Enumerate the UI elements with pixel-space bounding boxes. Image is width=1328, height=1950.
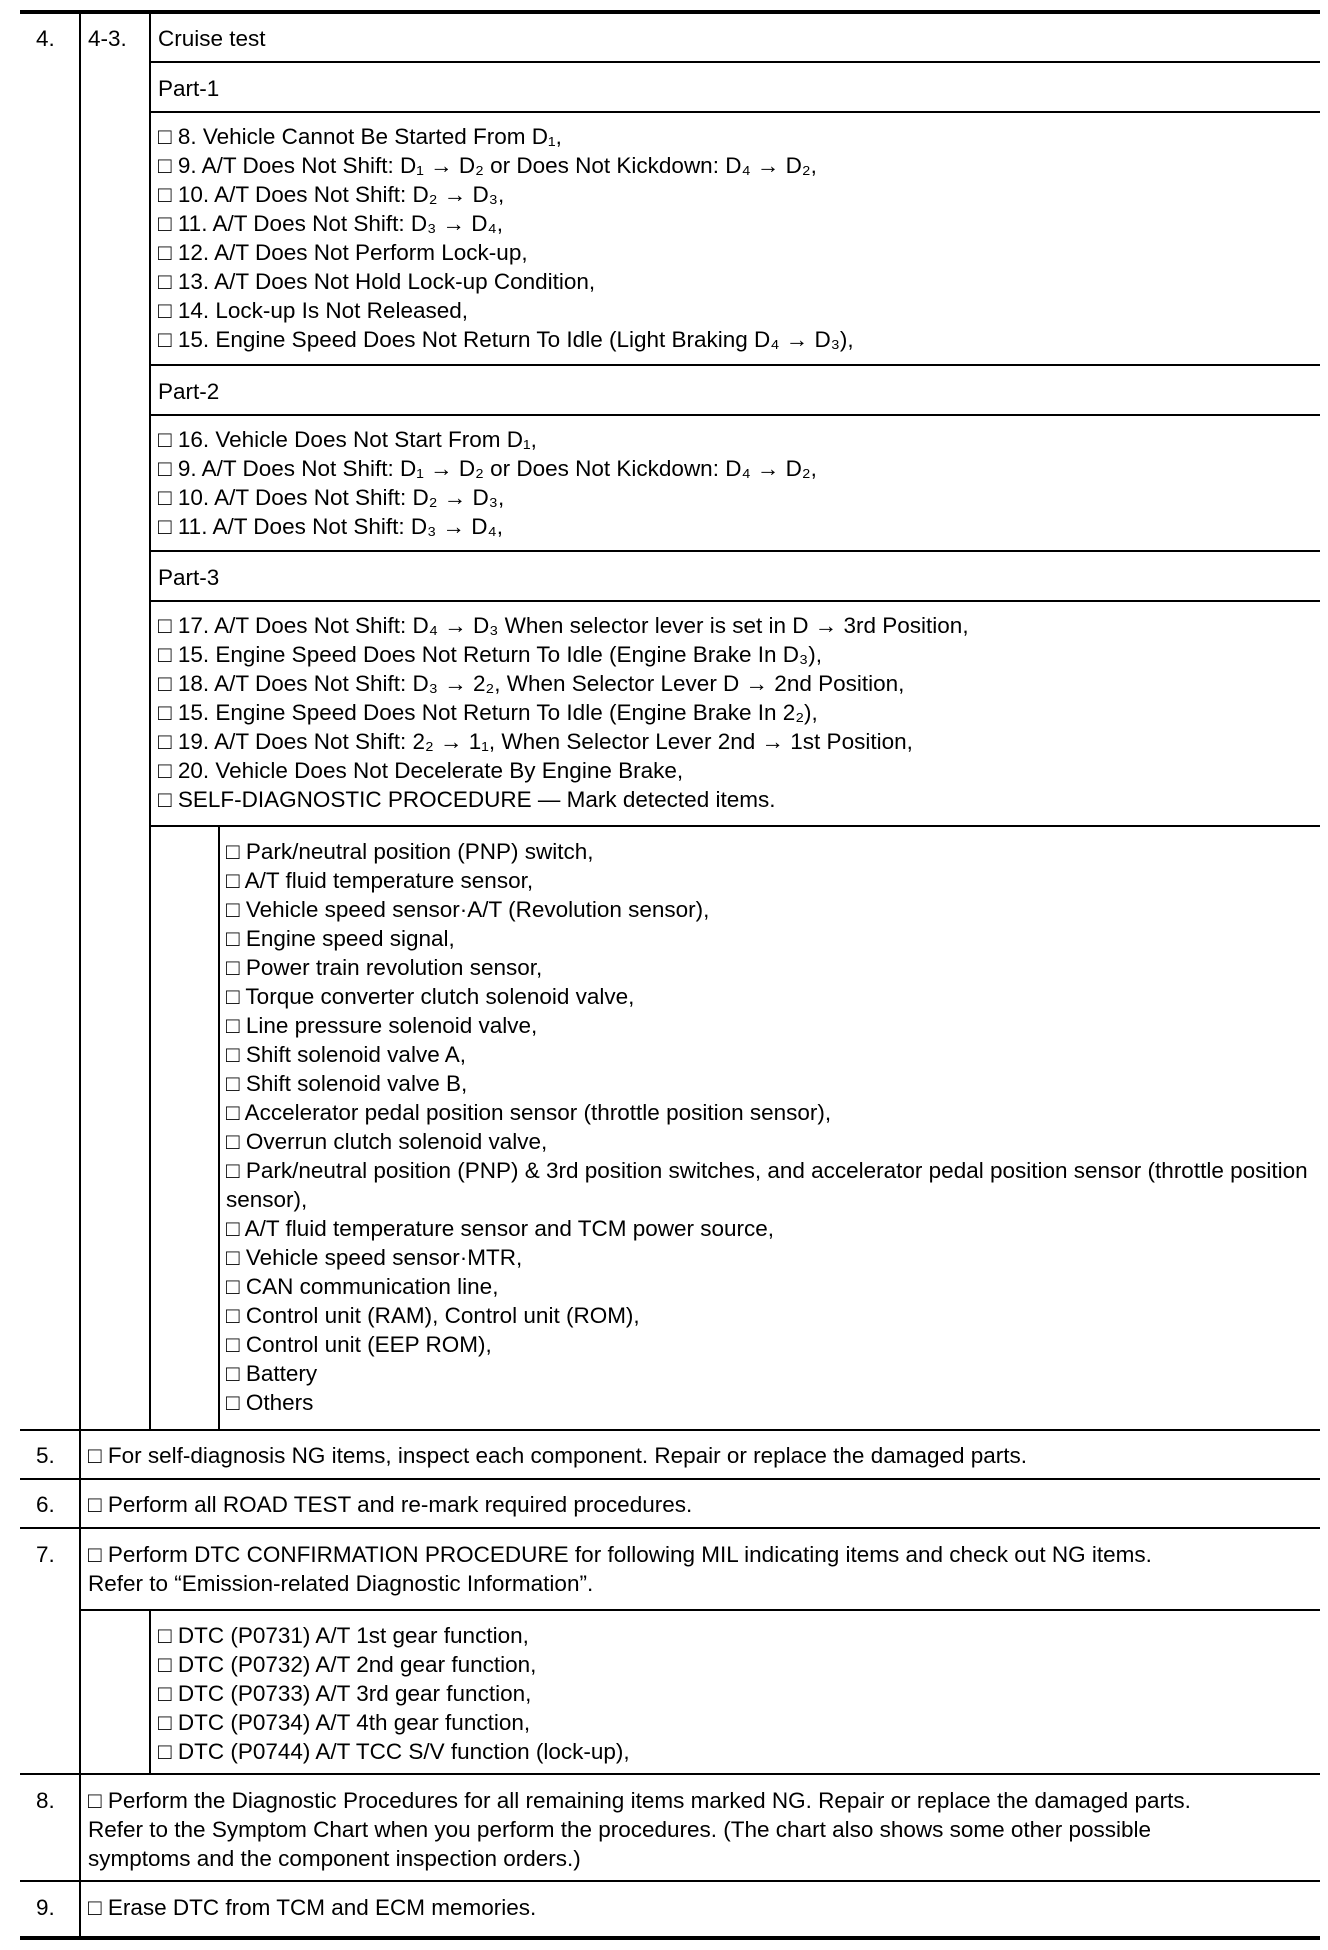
checklist-item[interactable]: □ 14. Lock-up Is Not Released, [158,298,469,323]
checklist-item[interactable]: □ 10. A/T Does Not Shift: D₂ → D₃, [158,182,505,207]
column-divider-dtc [149,1610,151,1774]
checklist-item[interactable]: □ Torque converter clutch solenoid valve, [226,984,635,1009]
step8-line[interactable]: □ Perform the Diagnostic Procedures for all remaining items marked NG. Repair or replace the damaged parts. [88,1788,1191,1813]
checklist-item[interactable]: □ SELF-DIAGNOSTIC PROCEDURE — Mark detected items. [158,787,776,812]
checklist-item[interactable]: □ 18. A/T Does Not Shift: D₃ → 2₂, When Selector Lever D → 2nd Position, [158,671,905,696]
checklist-item[interactable]: □ Park/neutral position (PNP) & 3rd position switches, and accelerator pedal position sensor (throttle position sensor), [226,1158,1308,1212]
checklist-item[interactable]: □ Park/neutral position (PNP) switch, [226,839,594,864]
step-number-7: 7. [36,1542,55,1567]
step-number-9: 9. [36,1895,55,1920]
step7-text [88,1540,1152,1598]
checklist-item[interactable]: □ Vehicle speed sensor·MTR, [226,1245,523,1270]
step-number-5: 5. [36,1443,55,1468]
checklist-item[interactable]: □ Battery [226,1361,318,1386]
step8-line: symptoms and the component inspection orders.) [88,1846,581,1871]
checklist-item[interactable]: □ DTC (P0733) A/T 3rd gear function, [158,1681,532,1706]
step-number-8: 8. [36,1788,55,1813]
checklist-item[interactable]: □ Overrun clutch solenoid valve, [226,1129,548,1154]
checklist-item[interactable]: □ Line pressure solenoid valve, [226,1013,538,1038]
checklist-item[interactable]: □ Shift solenoid valve A, [226,1042,466,1067]
rule-after-part2-items [149,550,1320,552]
step8-line: Refer to the Symptom Chart when you perform the procedures. (The chart also shows some other possible [88,1817,1151,1842]
checklist-item[interactable]: □ Control unit (EEP ROM), [226,1332,492,1357]
checklist-item[interactable]: □ 15. Engine Speed Does Not Return To Idle (Engine Brake In D₃), [158,642,822,667]
column-divider-self-diag [218,826,220,1430]
rule-after-part1-items [149,364,1320,366]
dtc-list [158,1621,630,1766]
checklist-item[interactable]: □ A/T fluid temperature sensor, [226,868,534,893]
step7-instruction[interactable]: □ Perform DTC CONFIRMATION PROCEDURE for following MIL indicating items and check out NG items. [88,1542,1152,1567]
rule-after-title [149,61,1320,63]
checklist-item[interactable]: □ CAN communication line, [226,1274,499,1299]
checklist-item[interactable]: □ DTC (P0734) A/T 4th gear function, [158,1710,531,1735]
checklist-item[interactable]: □ 12. A/T Does Not Perform Lock-up, [158,240,528,265]
checklist-item[interactable]: □ 11. A/T Does Not Shift: D₃ → D₄, [158,514,503,539]
rule-before-dtc [79,1609,1320,1611]
step6-text[interactable]: □ Perform all ROAD TEST and re-mark required procedures. [88,1492,693,1517]
checklist-item[interactable]: □ Shift solenoid valve B, [226,1071,468,1096]
step5-text[interactable]: □ For self-diagnosis NG items, inspect each component. Repair or replace the damaged parts. [88,1443,1028,1468]
checklist-item[interactable]: □ 17. A/T Does Not Shift: D₄ → D₃ When selector lever is set in D → 3rd Position, [158,613,969,638]
checklist-item[interactable]: □ 15. Engine Speed Does Not Return To Idle (Engine Brake In 2₂), [158,700,818,725]
row-separator-9 [20,1880,1320,1882]
checklist-item[interactable]: □ Power train revolution sensor, [226,955,543,980]
part2-label: Part-2 [158,379,220,404]
part3-list [158,611,969,814]
checklist-item[interactable]: □ Engine speed signal, [226,926,455,951]
column-divider-number [79,12,81,1938]
table-top-border [20,10,1320,14]
checklist-item[interactable]: □ DTC (P0732) A/T 2nd gear function, [158,1652,537,1677]
part2-list [158,425,817,541]
step7-reference: Refer to “Emission-related Diagnostic Information”. [88,1571,594,1596]
checklist-item[interactable]: □ Vehicle speed sensor·A/T (Revolution sensor), [226,897,710,922]
checklist-item[interactable]: □ 20. Vehicle Does Not Decelerate By Engine Brake, [158,758,684,783]
checklist-item[interactable]: □ DTC (P0744) A/T TCC S/V function (lock-up), [158,1739,630,1764]
rule-after-part2-label [149,414,1320,416]
checklist-item[interactable]: □ 19. A/T Does Not Shift: 2₂ → 1₁, When Selector Lever 2nd → 1st Position, [158,729,913,754]
part1-list [158,122,854,354]
substep-number: 4-3. [88,26,127,51]
step-number-4: 4. [36,26,55,51]
checklist-item[interactable]: □ A/T fluid temperature sensor and TCM power source, [226,1216,775,1241]
row-separator-5 [20,1429,1320,1431]
step8-text [88,1786,1191,1873]
rule-after-part1-label [149,111,1320,113]
checklist-item[interactable]: □ 11. A/T Does Not Shift: D₃ → D₄, [158,211,503,236]
section-title: Cruise test [158,26,266,51]
row-separator-8 [20,1773,1320,1775]
checklist-item[interactable]: □ 10. A/T Does Not Shift: D₂ → D₃, [158,485,505,510]
self-diag-list [226,837,1318,1417]
checklist-item[interactable]: □ 9. A/T Does Not Shift: D₁ → D₂ or Does Not Kickdown: D₄ → D₂, [158,153,817,178]
rule-after-part3-items [149,825,1320,827]
checklist-item[interactable]: □ Control unit (RAM), Control unit (ROM), [226,1303,640,1328]
part1-label: Part-1 [158,76,220,101]
checklist-item[interactable]: □ 16. Vehicle Does Not Start From D₁, [158,427,537,452]
rule-after-part3-label [149,600,1320,602]
row-separator-7 [20,1527,1320,1529]
row-separator-6 [20,1478,1320,1480]
column-divider-substep [149,12,151,1430]
step-number-6: 6. [36,1492,55,1517]
part3-label: Part-3 [158,565,220,590]
checklist-item[interactable]: □ 8. Vehicle Cannot Be Started From D₁, [158,124,562,149]
table-bottom-border [20,1936,1320,1940]
checklist-item[interactable]: □ DTC (P0731) A/T 1st gear function, [158,1623,529,1648]
checklist-item[interactable]: □ Others [226,1390,314,1415]
step9-text[interactable]: □ Erase DTC from TCM and ECM memories. [88,1895,537,1920]
checklist-item[interactable]: □ Accelerator pedal position sensor (throttle position sensor), [226,1100,832,1125]
checklist-item[interactable]: □ 13. A/T Does Not Hold Lock-up Condition, [158,269,596,294]
checklist-item[interactable]: □ 9. A/T Does Not Shift: D₁ → D₂ or Does Not Kickdown: D₄ → D₂, [158,456,817,481]
checklist-item[interactable]: □ 15. Engine Speed Does Not Return To Idle (Light Braking D₄ → D₃), [158,327,854,352]
